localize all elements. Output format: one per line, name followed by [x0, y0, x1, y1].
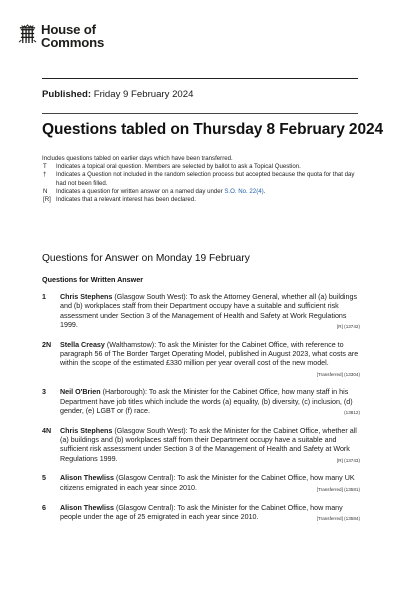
notes-block	[42, 155, 362, 204]
question-number: 5	[42, 474, 46, 483]
logo-wordmark	[41, 24, 104, 49]
subsection-title: Questions for Written Answer	[42, 275, 144, 284]
question-number: 4N	[42, 426, 52, 435]
question-text: To ask the Minister for the Cabinet Office, with reference to paragraph 56 of The Border Target Operating Model, published in August 2023, what costs are within the scope of the estimated £330 million per year overall cost of the new model.	[60, 340, 359, 368]
member-name: Chris Stephens	[60, 426, 113, 435]
question-reference: [R] (13743)	[337, 458, 360, 464]
member-constituency: (Glasgow Central):	[113, 474, 178, 483]
portcullis-icon	[18, 24, 37, 44]
question-number: 2N	[42, 340, 52, 349]
note-text: Indicates a question for written answer on a named day under	[56, 187, 225, 195]
logo-line-1: House of	[41, 22, 96, 37]
question-item	[42, 427, 360, 466]
member-constituency: (Walthamstow):	[104, 340, 159, 349]
question-reference: [R] (13742)	[337, 324, 360, 330]
member-constituency: (Glasgow South West):	[112, 426, 190, 435]
member-name: Alison Thewliss	[60, 503, 114, 512]
section-title: Questions for Answer on Monday 19 February	[42, 253, 250, 264]
note-symbol: †	[43, 171, 47, 179]
top-rule	[42, 78, 358, 79]
member-name: Alison Thewliss	[60, 474, 114, 483]
published-line	[42, 89, 193, 100]
member-name: Chris Stephens	[60, 293, 113, 301]
note-item	[42, 163, 362, 171]
house-of-commons-logo	[18, 24, 104, 49]
note-item	[42, 188, 362, 196]
member-constituency: (Glasgow South West):	[112, 293, 190, 301]
question-text: To ask the Minister for the Cabinet Office, how many UK citizens emigrated in each year since 2010.	[60, 474, 355, 492]
note-text: Indicates a Question not included in the random selection process but accepted because the quota for that day had not been filled.	[56, 171, 355, 187]
page-title: Questions tabled on Thursday 8 February 2024	[42, 121, 384, 138]
note-item	[42, 196, 362, 204]
notes-intro: Includes questions tabled on earlier days which have been transferred.	[42, 155, 233, 162]
questions-list	[42, 293, 360, 524]
question-text: To ask the Minister for the Cabinet Office, whether all (a) buildings and (b) workplaces staff from their Department occupy have a suitable and sufficient risk assessment under Section 3 of the Management of Health and Safety at Work Regulations 1999.	[60, 426, 357, 463]
question-text: To ask the Attorney General, whether all (a) buildings and (b) workplaces staff from their Department occupy have a suitable and sufficient risk assessment under Section 3 of the Management of Health and Safety at Work Regulations 1999.	[60, 293, 358, 329]
question-body	[60, 504, 360, 524]
question-reference: [Transferred] (13304)	[316, 372, 360, 378]
standing-order-link[interactable]: S.O. No. 22(4)	[224, 187, 264, 195]
member-constituency: (Glasgow Central):	[113, 503, 178, 512]
note-symbol: [R]	[43, 196, 51, 204]
question-item	[42, 341, 360, 380]
question-number: 3	[42, 388, 46, 397]
note-text: Indicates a topical oral question. Members are selected by ballot to ask a Topical Question.	[56, 163, 301, 171]
question-reference: [Transferred] (13581)	[316, 487, 360, 493]
published-date: Friday 9 February 2024	[93, 89, 194, 100]
published-label: Published:	[42, 89, 92, 100]
note-item	[42, 171, 362, 187]
question-text: To ask the Minister for the Cabinet Office, how many staff in his Department have job titles which include the words (a) equality, (b) diversity, (c) inclusion, (d) gender, (e) LGBT or (f) race.	[60, 388, 353, 415]
question-body	[60, 293, 360, 332]
question-item	[42, 388, 360, 417]
question-body	[60, 388, 360, 417]
note-text-with-link	[56, 188, 362, 196]
note-text: Indicates that a relevant interest has been declared.	[56, 196, 196, 204]
question-item	[42, 504, 360, 524]
question-body	[60, 427, 360, 466]
logo-line-2: Commons	[41, 34, 105, 50]
member-name: Neil O'Brien	[60, 388, 101, 397]
question-reference: [Transferred] (13584)	[316, 516, 360, 522]
question-item	[42, 293, 360, 332]
member-name: Stella Creasy	[60, 340, 105, 349]
note-symbol: T	[43, 163, 47, 171]
question-body	[60, 474, 360, 494]
question-body	[60, 341, 360, 380]
question-number: 6	[42, 503, 46, 512]
question-item	[42, 474, 360, 494]
published-rule	[42, 113, 358, 114]
question-number: 1	[42, 293, 46, 301]
question-text: To ask the Minister for the Cabinet Office, how many people under the age of 25 emigrated in each year since 2010.	[60, 503, 343, 521]
member-constituency: (Harborough):	[100, 388, 149, 397]
note-symbol: N	[43, 187, 48, 195]
question-reference: (13812)	[344, 410, 360, 416]
note-suffix: .	[263, 187, 266, 195]
